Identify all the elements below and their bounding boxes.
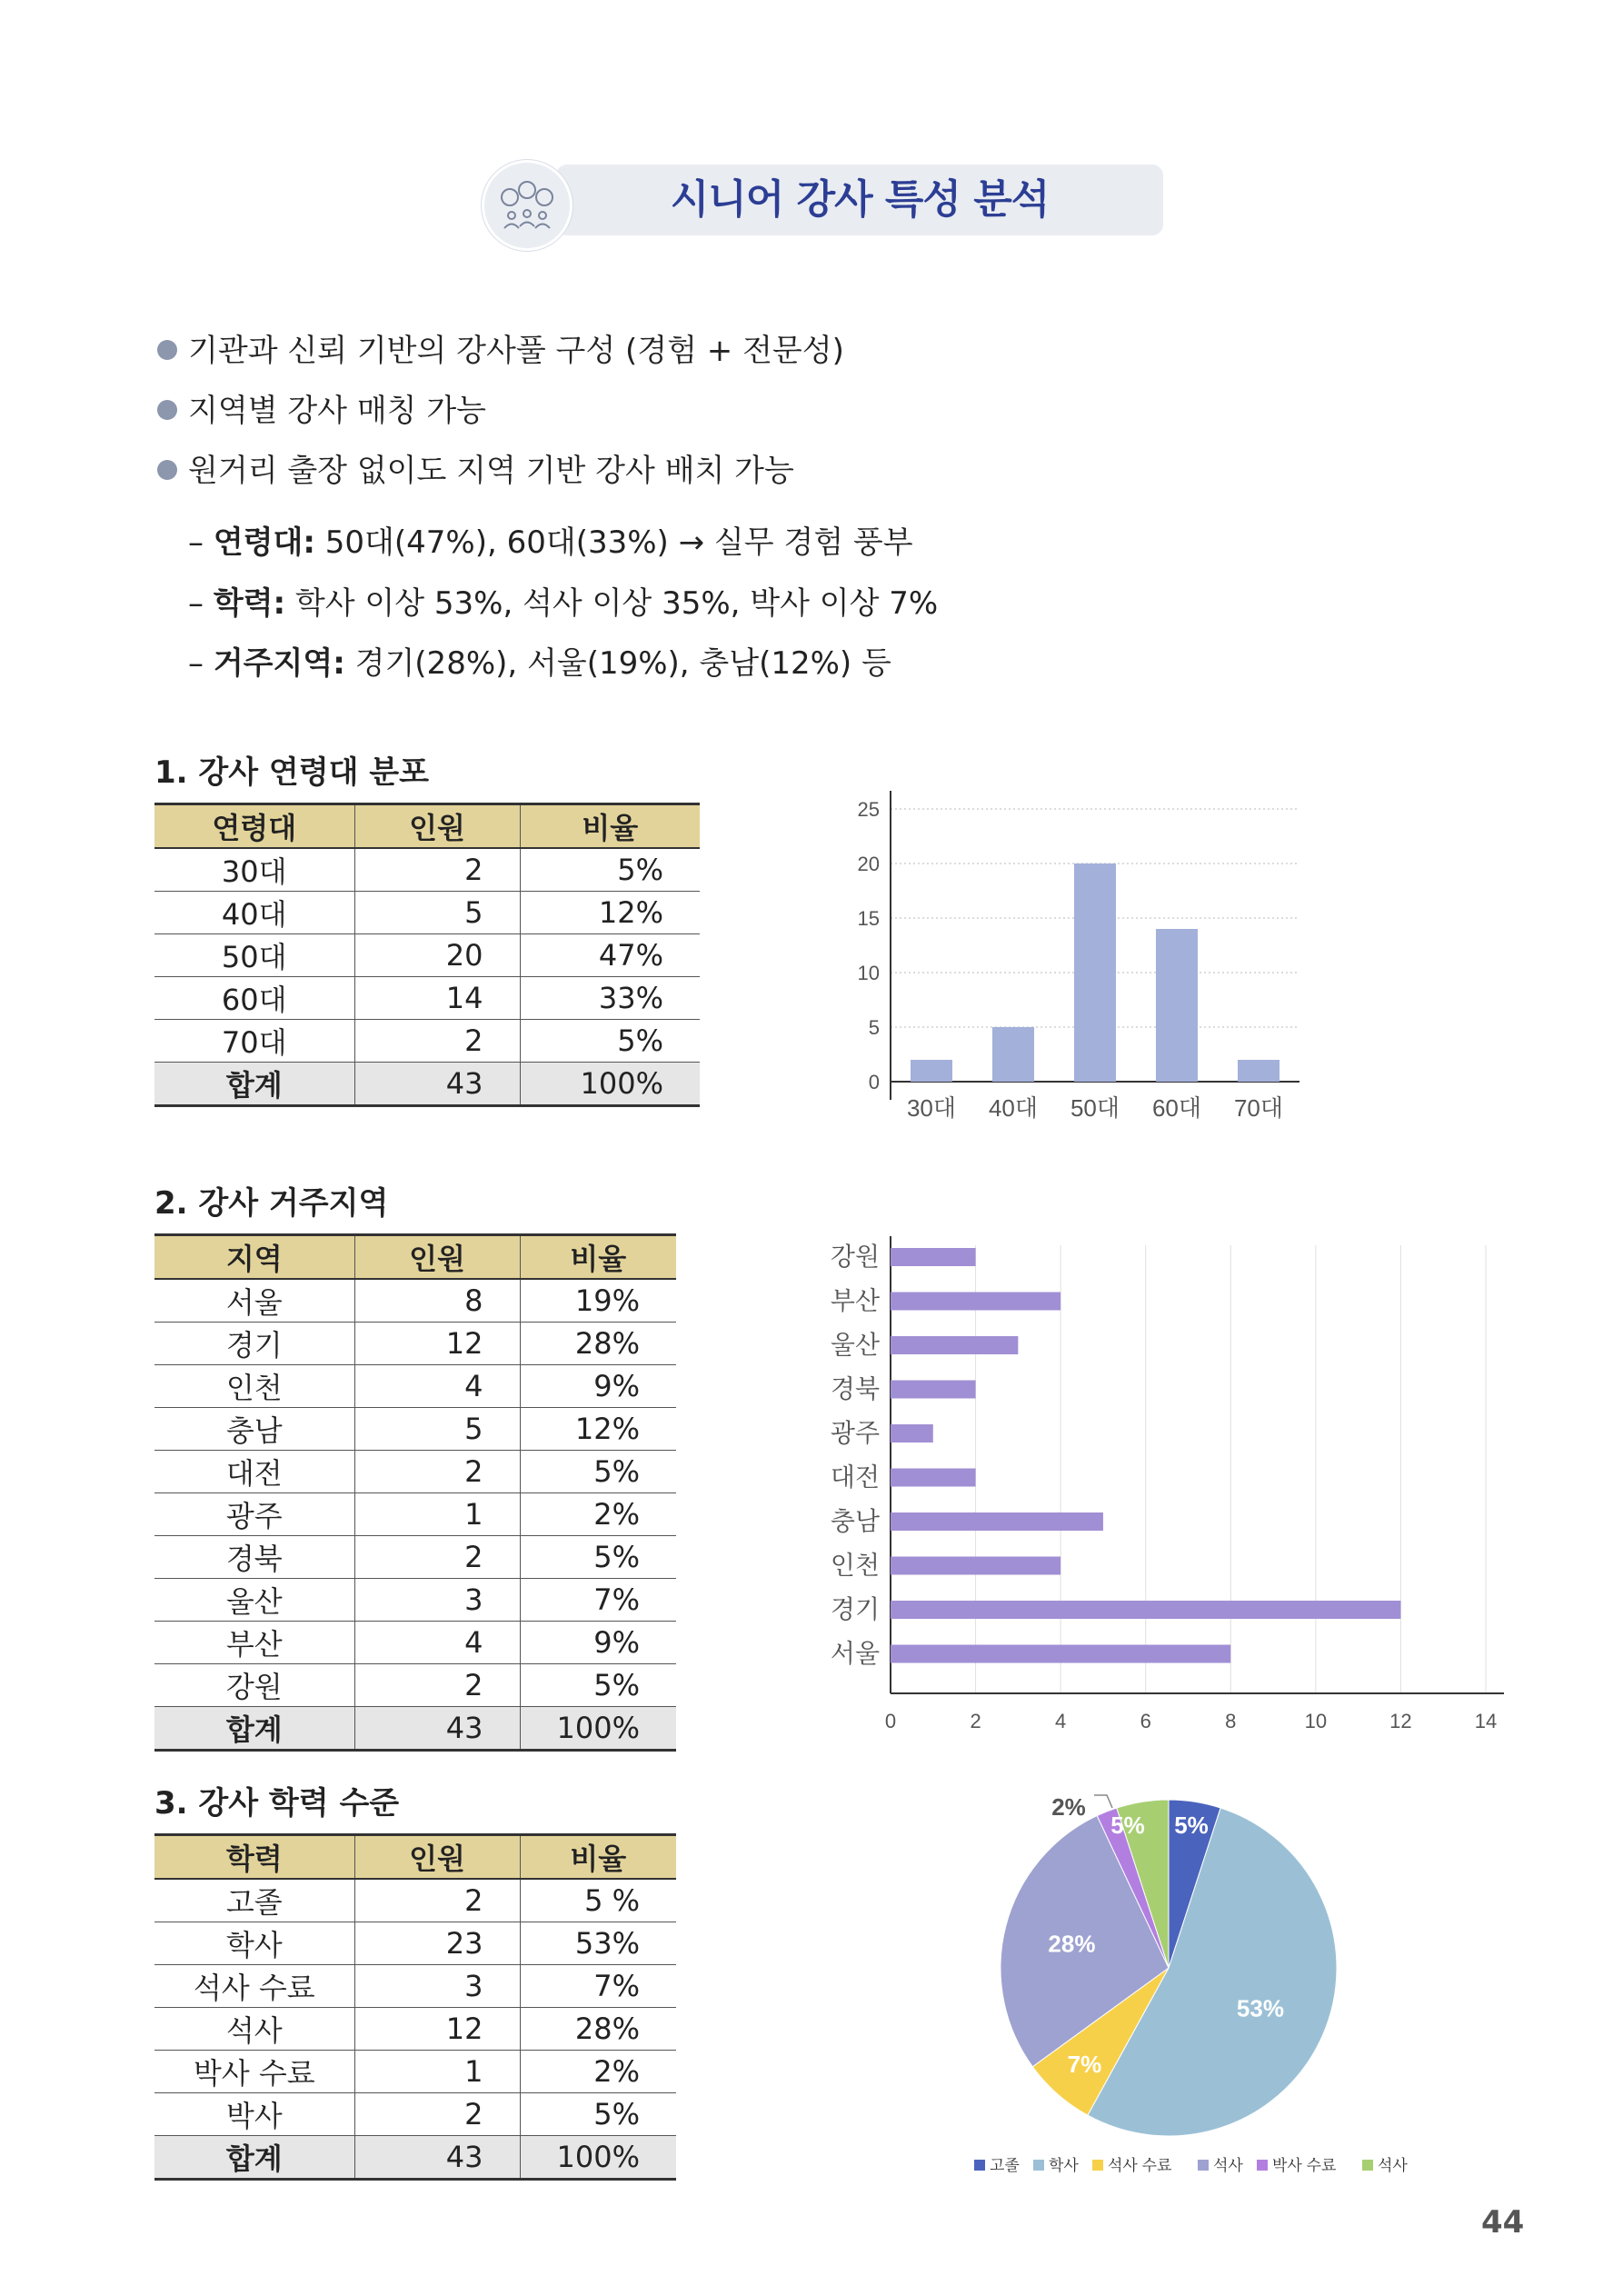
x-tick-label: 2 xyxy=(970,1710,981,1732)
region-bar-chart xyxy=(818,1227,1527,1732)
y-tick-label: 강원 xyxy=(830,1243,880,1271)
legend-label: 고졸 xyxy=(990,2157,1020,2174)
table-row: 울산 3 7% xyxy=(154,1579,676,1622)
bar xyxy=(1238,1060,1279,1082)
legend-label: 박사 수료 xyxy=(1272,2157,1337,2174)
bullet-dot-icon xyxy=(157,400,177,420)
bar xyxy=(891,1557,1060,1575)
table-row: 인천 4 9% xyxy=(154,1365,676,1408)
x-tick-label: 30대 xyxy=(906,1094,957,1122)
table-header: 인원 xyxy=(354,1235,520,1280)
table-header: 학력 xyxy=(154,1835,354,1880)
bar xyxy=(891,1293,1060,1311)
pie-data-label: 2% xyxy=(1051,1793,1086,1821)
bar xyxy=(891,1645,1230,1663)
pie-data-label: 53% xyxy=(1236,1994,1284,2022)
edu-table xyxy=(154,1833,676,2181)
x-tick-label: 50대 xyxy=(1070,1094,1120,1122)
section-title-edu: 3. 강사 학력 수준 xyxy=(154,1785,400,1822)
table-row: 석사 수료 3 7% xyxy=(154,1965,676,2008)
bar xyxy=(1156,929,1198,1082)
y-tick-label: 광주 xyxy=(830,1419,880,1447)
bar xyxy=(891,1424,933,1442)
bar xyxy=(891,1512,1103,1531)
legend-swatch xyxy=(974,2160,985,2171)
x-tick-label: 12 xyxy=(1389,1710,1412,1732)
legend-swatch xyxy=(1033,2160,1044,2171)
education-pie-chart xyxy=(954,1772,1409,2191)
table-row: 70대 2 5% xyxy=(154,1020,700,1063)
table-total-row: 합계 43 100% xyxy=(154,2136,676,2180)
table-row: 학사 23 53% xyxy=(154,1922,676,1965)
table-total-row: 합계 43 100% xyxy=(154,1707,676,1751)
y-tick-label: 15 xyxy=(857,907,880,930)
table-header: 비율 xyxy=(520,804,700,849)
legend-label: 석사 xyxy=(1378,2157,1408,2174)
bar xyxy=(911,1060,952,1082)
bar xyxy=(891,1469,976,1487)
y-tick-label: 서울 xyxy=(830,1639,880,1668)
y-tick-label: 충남 xyxy=(830,1507,880,1535)
x-tick-label: 70대 xyxy=(1233,1094,1284,1122)
bar xyxy=(891,1336,1018,1354)
page-title: 시니어 강사 특성 분석 xyxy=(670,176,1050,223)
table-total-row: 합계 43 100% xyxy=(154,1063,700,1106)
table-row: 경북 2 5% xyxy=(154,1536,676,1579)
legend-swatch xyxy=(1092,2160,1103,2171)
table-row: 경기 12 28% xyxy=(154,1323,676,1365)
table-row: 60대 14 33% xyxy=(154,977,700,1020)
legend-swatch xyxy=(1198,2160,1209,2171)
x-tick-label: 0 xyxy=(884,1710,897,1732)
detail-item: – 거주지역: 경기(28%), 서울(19%), 충남(12%) 등 xyxy=(188,645,891,682)
x-tick-label: 60대 xyxy=(1151,1094,1202,1122)
detail-item: – 연령대: 50대(47%), 60대(33%) → 실무 경험 풍부 xyxy=(188,524,913,561)
x-tick-label: 8 xyxy=(1225,1710,1237,1732)
table-row: 30대 2 5% xyxy=(154,848,700,892)
region-table xyxy=(154,1233,676,1752)
pie-data-label: 7% xyxy=(1067,2051,1102,2079)
x-tick-label: 10 xyxy=(1304,1710,1328,1732)
bar xyxy=(1074,863,1116,1082)
pie-data-label: 5% xyxy=(1110,1812,1145,1839)
y-tick-label: 대전 xyxy=(830,1462,880,1492)
x-tick-label: 14 xyxy=(1474,1710,1498,1732)
y-tick-label: 울산 xyxy=(830,1331,880,1359)
table-row: 50대 20 47% xyxy=(154,934,700,977)
bullet-item: 기관과 신뢰 기반의 강사풀 구성 (경험 + 전문성) xyxy=(157,325,844,370)
table-row: 광주 1 2% xyxy=(154,1493,676,1536)
x-tick-label: 6 xyxy=(1140,1710,1151,1732)
y-tick-label: 25 xyxy=(857,798,880,821)
table-header: 인원 xyxy=(354,804,520,849)
table-header: 지역 xyxy=(154,1235,354,1280)
bullet-dot-icon xyxy=(157,340,177,360)
y-tick-label: 5 xyxy=(868,1016,880,1039)
y-tick-label: 20 xyxy=(857,853,880,875)
table-header: 연령대 xyxy=(154,804,354,849)
table-row: 강원 2 5% xyxy=(154,1664,676,1707)
leader-line xyxy=(1094,1795,1112,1808)
age-table xyxy=(154,803,700,1107)
legend-swatch xyxy=(1257,2160,1268,2171)
legend-label: 석사 xyxy=(1213,2157,1243,2174)
y-tick-label: 0 xyxy=(868,1071,880,1093)
x-tick-label: 4 xyxy=(1055,1710,1067,1732)
bar xyxy=(992,1027,1034,1082)
bullet-item: 지역별 강사 매칭 가능 xyxy=(157,385,486,430)
age-bar-chart xyxy=(836,773,1309,1136)
y-tick-label: 경북 xyxy=(830,1374,880,1403)
legend-swatch xyxy=(1362,2160,1373,2171)
table-row: 석사 12 28% xyxy=(154,2008,676,2051)
table-row: 서울 8 19% xyxy=(154,1279,676,1323)
detail-item: – 학력: 학사 이상 53%, 석사 이상 35%, 박사 이상 7% xyxy=(188,585,939,622)
bullet-item: 원거리 출장 없이도 지역 기반 강사 배치 가능 xyxy=(157,445,794,490)
table-header: 비율 xyxy=(520,1835,676,1880)
page-number: 44 xyxy=(1481,2204,1525,2241)
bullet-dot-icon xyxy=(157,460,177,480)
bar xyxy=(891,1248,976,1266)
section-title-age: 1. 강사 연령대 분포 xyxy=(154,754,429,791)
pie-data-label: 5% xyxy=(1174,1812,1209,1839)
section-title-region: 2. 강사 거주지역 xyxy=(154,1185,389,1222)
y-tick-label: 인천 xyxy=(830,1551,880,1580)
table-row: 고졸 2 5 % xyxy=(154,1879,676,1922)
y-tick-label: 부산 xyxy=(830,1286,880,1315)
y-tick-label: 경기 xyxy=(830,1595,880,1623)
legend-label: 석사 수료 xyxy=(1108,2157,1172,2174)
bar xyxy=(891,1601,1400,1619)
table-row: 충남 5 12% xyxy=(154,1408,676,1451)
table-row: 박사 2 5% xyxy=(154,2093,676,2136)
y-tick-label: 10 xyxy=(857,962,880,984)
table-header: 인원 xyxy=(354,1835,520,1880)
table-header: 비율 xyxy=(520,1235,676,1280)
x-tick-label: 40대 xyxy=(988,1094,1039,1122)
table-row: 40대 5 12% xyxy=(154,892,700,934)
table-row: 대전 2 5% xyxy=(154,1451,676,1493)
pie-data-label: 28% xyxy=(1048,1930,1096,1958)
bar xyxy=(891,1381,976,1399)
table-row: 박사 수료 1 2% xyxy=(154,2051,676,2093)
table-row: 부산 4 9% xyxy=(154,1622,676,1664)
legend-label: 학사 xyxy=(1049,2157,1079,2174)
